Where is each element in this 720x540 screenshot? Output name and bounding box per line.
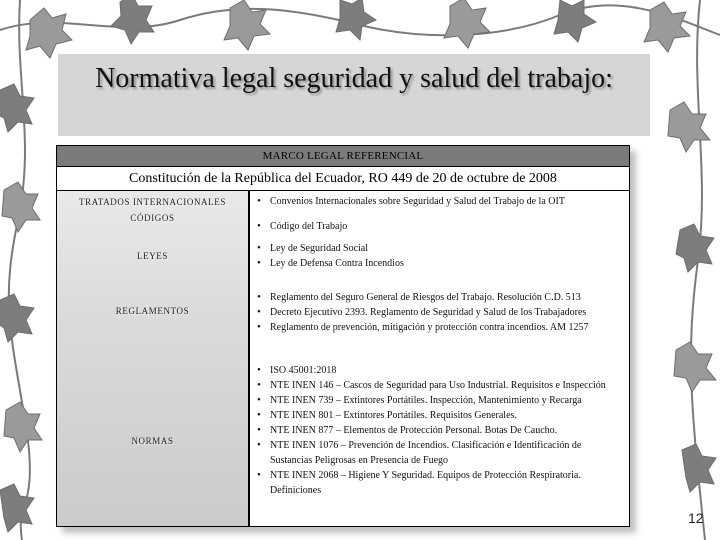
- list-item: • Convenios Internacionales sobre Seguridad y Salud del Trabajo de la OIT: [254, 194, 625, 209]
- list-item: • Decreto Ejecutivo 2393. Reglamento de Seguridad y Salud de los Trabajadores: [254, 305, 625, 320]
- list-item: • Ley de Defensa Contra Incendios: [254, 256, 625, 271]
- list-item: • Ley de Seguridad Social: [254, 241, 625, 256]
- list-item: • NTE INEN 801 – Extintores Portátiles. Requisitos Generales.: [254, 408, 625, 423]
- list-item: • Reglamento del Seguro General de Riesgos del Trabajo. Resolución C.D. 513: [254, 290, 625, 305]
- category-leyes: LEYES: [137, 251, 168, 261]
- list-item: • NTE INEN 1076 – Prevención de Incendios. Clasificación e Identificación de Sustancias Peligrosas en Presencia de Fuego: [254, 438, 625, 468]
- leyes-list: [254, 241, 625, 271]
- page-number: 12: [688, 510, 704, 526]
- list-item: • NTE INEN 739 – Extintores Portátiles. Inspección, Mantenimiento y Recarga: [254, 393, 625, 408]
- category-column: [57, 191, 248, 526]
- reglamentos-list: [254, 290, 625, 335]
- list-item: • NTE INEN 877 – Elementos de Protección Personal. Botas De Caucho.: [254, 423, 625, 438]
- list-item: • ISO 45001:2018: [254, 363, 625, 378]
- list-item: • NTE INEN 146 – Cascos de Seguridad para Uso Industrial. Requisitos e Inspección: [254, 378, 625, 393]
- category-reglamentos: REGLAMENTOS: [115, 306, 190, 316]
- category-codigos: CÓDIGOS: [130, 213, 175, 223]
- list-item: • NTE INEN 2068 – Higiene Y Seguridad. Equipos de Protección Respiratoria. Definiciones: [254, 468, 625, 498]
- page-title: Normativa legal seguridad y salud del trabajo:: [95, 63, 613, 94]
- codigos-list: [254, 219, 625, 234]
- table-header: MARCO LEGAL REFERENCIAL: [57, 146, 629, 166]
- list-item: • Código del Trabajo: [254, 219, 625, 234]
- legal-framework-table: [56, 145, 630, 527]
- normas-list: [254, 363, 625, 498]
- content-column: [250, 191, 629, 526]
- category-normas: NORMAS: [131, 436, 174, 446]
- constitution-row: Constitución de la República del Ecuador, RO 449 de 20 de octubre de 2008: [57, 167, 629, 190]
- category-tratados: TRATADOS INTERNACIONALES: [79, 197, 226, 207]
- tratados-list: [254, 194, 625, 209]
- title-box: [58, 54, 650, 136]
- list-item: • Reglamento de prevención, mitigación y protección contra incendios. AM 1257: [254, 320, 625, 335]
